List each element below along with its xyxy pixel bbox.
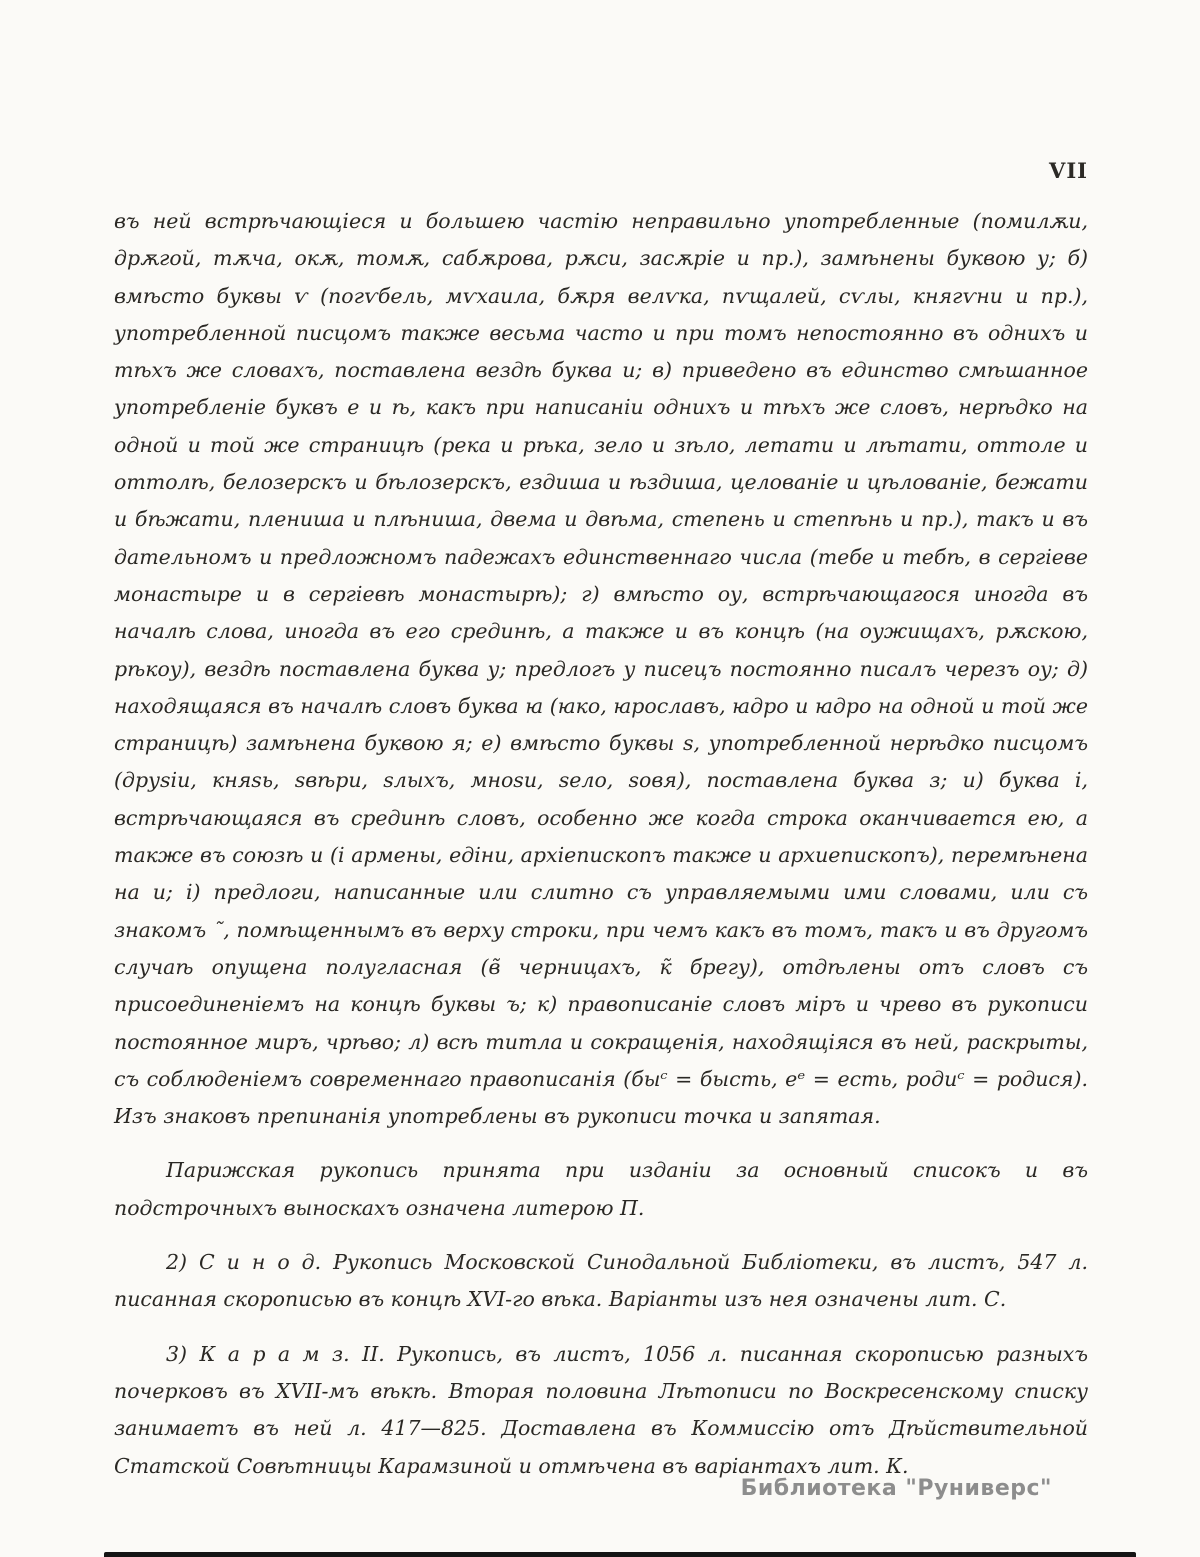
body-paragraph-sinod-manuscript: 2) С и н о д. Рукопись Московской Синодальной Библіотеки, въ листъ, 547 л. писанная скорописью въ концѣ XVI-го вѣка. Варіанты изъ нея означены лит. С. [114, 1250, 1088, 1312]
scan-edge-artifact [104, 1552, 1136, 1557]
body-paragraph-paris-manuscript: Парижская рукопись принята при изданіи за основный списокъ и въ подстрочныхъ выноскахъ означена литерою П. [114, 1158, 1088, 1220]
library-watermark: Библиотека "Руниверс" [740, 1476, 1052, 1501]
body-paragraph-karamzin-manuscript: 3) К а р а м з. II. Рукопись, въ листъ, 1056 л. писанная скорописью разныхъ почерковъ въ XVII-мъ вѣкѣ. Вторая половина Лѣтописи по Воскресенскому списку занимаетъ въ ней л. 417—825. Доставлена въ Коммиссію отъ Дѣйствительной Статской Совѣтницы Карамзиной и отмѣчена въ варіантахъ лит. К. [114, 1341, 1088, 1478]
page-text-block [114, 203, 1088, 1502]
page-number: VII [1049, 158, 1088, 183]
body-paragraph-continuation: въ ней встрѣчающіеся и большею частію неправильно употребленные (помилѫи, дрѫгой, тѫча, окѫ, томѫ, сабѫрова, рѫси, засѫріе и пр.), замѣнены буквою у; б) вмѣсто буквы ѵ (погѵбель, мѵхаила, бѫря велѵка, пѵщалей, сѵлы, княгѵни и пр.), употребленной писцомъ также весьма часто и при томъ непостоянно въ однихъ и тѣхъ же словахъ, поставлена вездѣ буква и; в) приведено въ единство смѣшанное употребленіе буквъ е и ѣ, какъ при написаніи однихъ и тѣхъ же словъ, нерѣдко на одной и той же страницѣ (река и рѣка, зело и зѣло, летати и лѣтати, оттоле и оттолѣ, белозерскъ и бѣлозерскъ, ездиша и ѣздиша, целованіе и цѣлованіе, бежати и бѣжати, плениша и плѣниша, двема и двѣма, степень и степѣнь и пр.), такъ и въ дательномъ и предложномъ падежахъ единственнаго числа (тебе и тебѣ, в сергіеве монастыре и в сергіевѣ монастырѣ); г) вмѣсто оу, встрѣчающагося иногда въ началѣ слова, иногда въ его срединѣ, а также и въ концѣ (на оужищахъ, рѫскою, рѣкоу), вездѣ поставлена буква у; предлогъ у писецъ постоянно писалъ черезъ оу; д) находящаяся въ началѣ словъ буква ꙗ (ꙗко, ꙗрославъ, ꙗдро и ꙗдро на одной и той же страницѣ) замѣнена буквою я; е) вмѣсто буквы ѕ, употребленной нерѣдко писцомъ (друѕіи, княѕь, ѕвѣри, ѕлыхъ, мноѕи, ѕело, ѕовя), поставлена буква з; и) буква і, встрѣчающаяся въ срединѣ словъ, особенно же когда строка оканчивается ею, а также въ союзѣ и (і армены, едіни, архіепископъ также и архиепископъ), перемѣнена на и; і) предлоги, написанные или слитно съ управляемыми ими словами, или съ знакомъ ˜, помѣщеннымъ въ верху строки, при чемъ какъ въ томъ, такъ и въ другомъ случаѣ опущена полугласная (в̃ черницахъ, к̃ брегу), отдѣлены отъ словъ съ присоединеніемъ на концѣ буквы ъ; к) правописаніе словъ міръ и чрево въ рукописи постоянное миръ, чрѣво; л) всѣ титла и сокращенія, находящіяся въ ней, раскрыты, съ соблюденіемъ современнаго правописанія (быᶜ = бысть, еᵉ = есть, родиᶜ = родися). Изъ знаковъ препинанія употреблены въ рукописи точка и запятая. [114, 209, 1088, 1129]
